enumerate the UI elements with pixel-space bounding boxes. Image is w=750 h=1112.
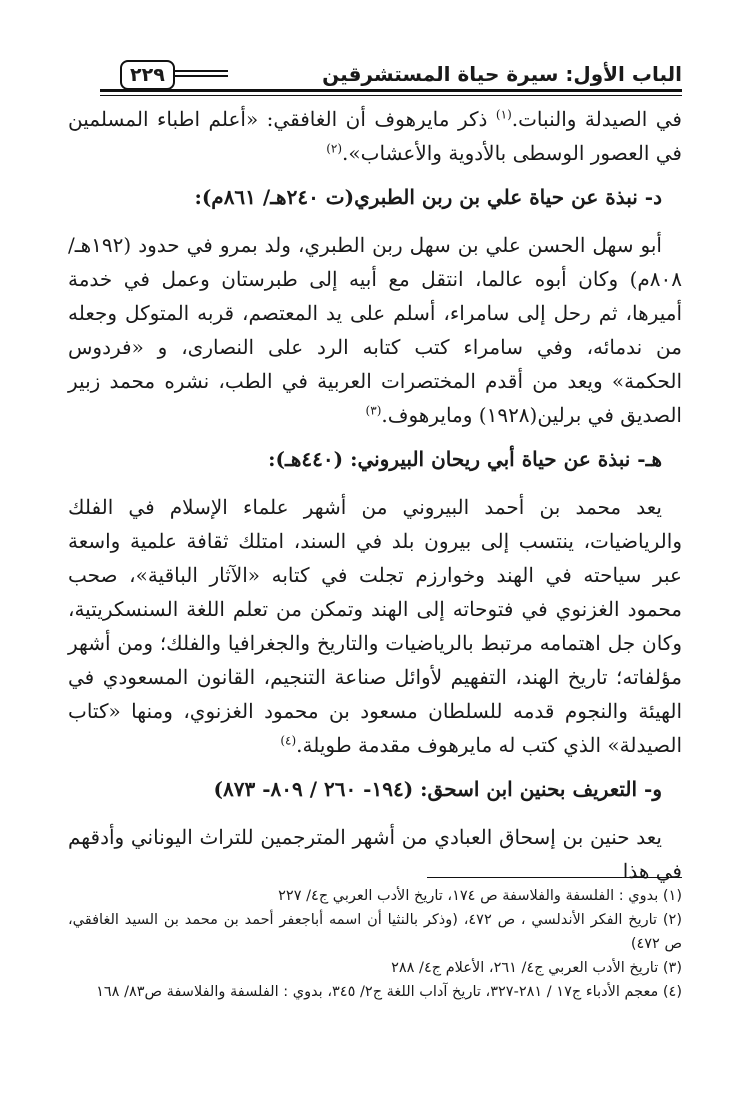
body-text (68, 102, 682, 898)
footnote-separator (427, 877, 682, 878)
footnote-ref: (٣) (365, 403, 382, 418)
paragraph: يعد محمد بن أحمد البيروني من أشهر علماء الإسلام في الفلك والرياضيات، ينتسب إلى بيرون بلد في السند، امتلك ثقافة علمية واسعة عبر سياحته في الهند وخوارزم تجلت في كتابه «الآثار الباقية»، صحب محمود الغزنوي في فتوحاته إلى الهند وتمكن من تعلم اللغة السنسكريتية، وكان جل اهتمامه مرتبط بالرياضيات والتاريخ والجغرافيا والفلك؛ ومن أشهر مؤلفاته؛ تاريخ الهند، التفهيم لأوائل صناعة التنجيم، القانون المسعودي في الهيئة والنجوم قدمه للسلطان مسعود بن محمود الغزنوي، ومنها «كتاب الصيدلة» الذي كتب له مايرهوف مقدمة طويلة.$^{(٤)}$ (68, 495, 682, 757)
footnote: (٤) معجم الأدباء ج١٧ / ٢٨١-٣٢٧، تاريخ آداب اللغة ج٢/ ٣٤٥، بدوي : الفلسفة والفلاسفة ص٨٣/ ١٦٨ (96, 984, 682, 1000)
footnote-ref: (٤) (280, 733, 297, 748)
footnote-ref: (١) (495, 107, 512, 122)
footnote: (٢) تاريخ الفكر الأندلسي ، ص ٤٧٢، (وذكر بالنثيا أن اسمه أباجعفر أحمد بن محمد بن السيد الغافقي، ص ٤٧٢) (68, 912, 682, 952)
page-header (100, 56, 682, 96)
footnote: (٣) تاريخ الأدب العربي ج٤/ ٢٦١، الأعلام ج٤/ ٢٨٨ (391, 960, 682, 976)
footnote-ref: (٢) (326, 141, 343, 156)
footnote: (١) بدوي : الفلسفة والفلاسفة ص ١٧٤، تاريخ الأدب العربي ج٤/ ٢٢٧ (278, 888, 682, 904)
paragraph: في الصيدلة والنبات.$^{(١)}$ ذكر مايرهوف أن الغافقي: «أعلم اطباء المسلمين في العصور الوسطى بالأدوية والأعشاب».$^{(٢)}$ (68, 107, 682, 165)
chapter-title: الباب الأول: سيرة حياة المستشرقين (322, 62, 682, 86)
section-heading-f: و- التعريف بحنين ابن اسحق: (١٩٤- ٢٦٠ / ٨٠٩- ٨٧٣) (213, 777, 662, 801)
header-rule (100, 89, 682, 96)
paragraph: أبو سهل الحسن علي بن سهل ربن الطبري، ولد بمرو في حدود (١٩٢هـ/ ٨٠٨م) وكان أبوه عالما، انتقل مع أبيه إلى طبرستان وعمل في خدمة أميرها، ثم رحل إلى سامراء، أسلم على يد المعتصم، قربه المتوكل وجعله من ندمائه، وفي سامراء كتب كتابه الرد على النصارى، و «فردوس الحكمة» ويعد من أقدم المختصرات العربية في الطب، نشره محمد زبير الصديق في برلين(١٩٢٨) ومايرهوف.$^{(٣)}$ (68, 233, 682, 427)
footnotes (68, 884, 682, 1004)
header-ornament (168, 70, 228, 80)
paragraph: يعد حنين بن إسحاق العبادي من أشهر المترجمين للتراث اليوناني وأدقهم في هذا (68, 825, 682, 883)
page-number: ٢٢٩ (120, 60, 175, 90)
section-heading-d: د- نبذة عن حياة علي بن ربن الطبري(ت ٢٤٠هـ/ ٨٦١م): (194, 185, 662, 209)
section-heading-e: هـ- نبذة عن حياة أبي ريحان البيروني: (٤٤٠هـ): (268, 447, 662, 471)
